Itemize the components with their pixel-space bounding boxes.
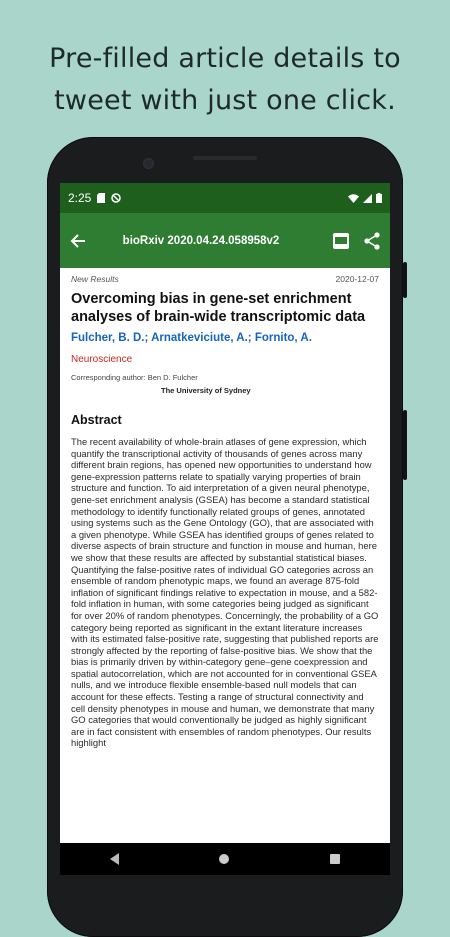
- article-authors[interactable]: Fulcher, B. D.; Arnatkeviciute, A.; Fornito, A.: [71, 332, 312, 344]
- share-icon[interactable]: [364, 232, 380, 250]
- abstract-text: The recent availability of whole-brain atlases of gene expression, which quantify the transcriptional activity of thousands of genes across many different brain regions, has opened new opportunities to understand how gene-expression patterns relate to spatially varying properties of brain structure and function. To aid interpretation of a given neural phenotype, gene-set enrichment analysis (GSEA) has become a standard statistical methodology to identify functionally related groups of genes, annotated using systems such as the Gene Ontology (GO), that are associated with a given phenotype. While GSEA has identified groups of genes related to diverse aspects of brain structure and function in mouse and human, here we show that these results are affected by substantial statistical biases. Quantifying the false-positive rates of individual GO categories across an ensemble of random phenotypic maps, we found an average 875-fold inflation of significant findings relative to expectation in mouse, and a 582-fold inflation in human, with some categories being judged as significant for over 20% of random phenotypes. Concerningly, the probability of a GO category being reported as significant in the extant literature increases with its estimated false-positive rate, suggesting that published reports are strongly affected by the reporting of false-positive bias. We show that the bias is primarily driven by within-category gene–gene coexpression and spatial autocorrelation, which are not accounted for in conventional GSEA nulls, and we introduce flexible ensemble-based null models that can account for these effects. Testing a range of structural connectivity and cell density phenotypes in mouse and human, we demonstrate that many GO categories that would conventionally be judged as highly significant are in fact consistent with ensembles of random phenotypes. Our results highlight: [71, 436, 379, 749]
- article-date: 2020-12-07: [335, 274, 379, 284]
- nav-recents-icon[interactable]: [330, 854, 340, 864]
- pdf-icon[interactable]: [332, 232, 350, 250]
- sim-card-icon: [97, 193, 105, 203]
- article-meta: [71, 274, 379, 284]
- promo-headline-line2: tweet with just one click.: [54, 85, 396, 116]
- app-bar-title: bioRxiv 2020.04.24.058958v2: [122, 234, 280, 247]
- status-time: 2:25: [68, 191, 92, 205]
- promo-headline: [0, 38, 450, 122]
- wifi-icon: [348, 194, 359, 203]
- nav-back-icon[interactable]: [110, 853, 119, 865]
- article-content: [60, 268, 390, 749]
- battery-icon: [376, 193, 382, 203]
- phone-camera: [143, 158, 154, 169]
- app-screen: [60, 183, 390, 900]
- nav-home-icon[interactable]: [219, 854, 229, 864]
- phone-chin: [60, 875, 390, 900]
- article-title: Overcoming bias in gene-set enrichment analyses of brain-wide transcriptomic data: [71, 291, 366, 325]
- phone-volume-button: [403, 262, 407, 298]
- back-arrow-icon[interactable]: [70, 233, 86, 249]
- abstract-heading: Abstract: [71, 413, 122, 427]
- promo-headline-line1: Pre-filled article details to: [49, 43, 401, 74]
- article-subject[interactable]: Neuroscience: [71, 354, 133, 365]
- article-type: New Results: [71, 274, 119, 284]
- phone-speaker: [193, 156, 257, 160]
- notification-icon: [111, 193, 121, 203]
- app-bar: [60, 213, 390, 268]
- status-bar: [60, 183, 390, 213]
- author-affiliation: The University of Sydney: [161, 386, 251, 395]
- system-nav-bar: [60, 843, 390, 875]
- signal-icon: [363, 194, 372, 203]
- phone-power-button: [403, 410, 407, 480]
- corresponding-author: Corresponding author: Ben D. Fulcher: [71, 373, 198, 382]
